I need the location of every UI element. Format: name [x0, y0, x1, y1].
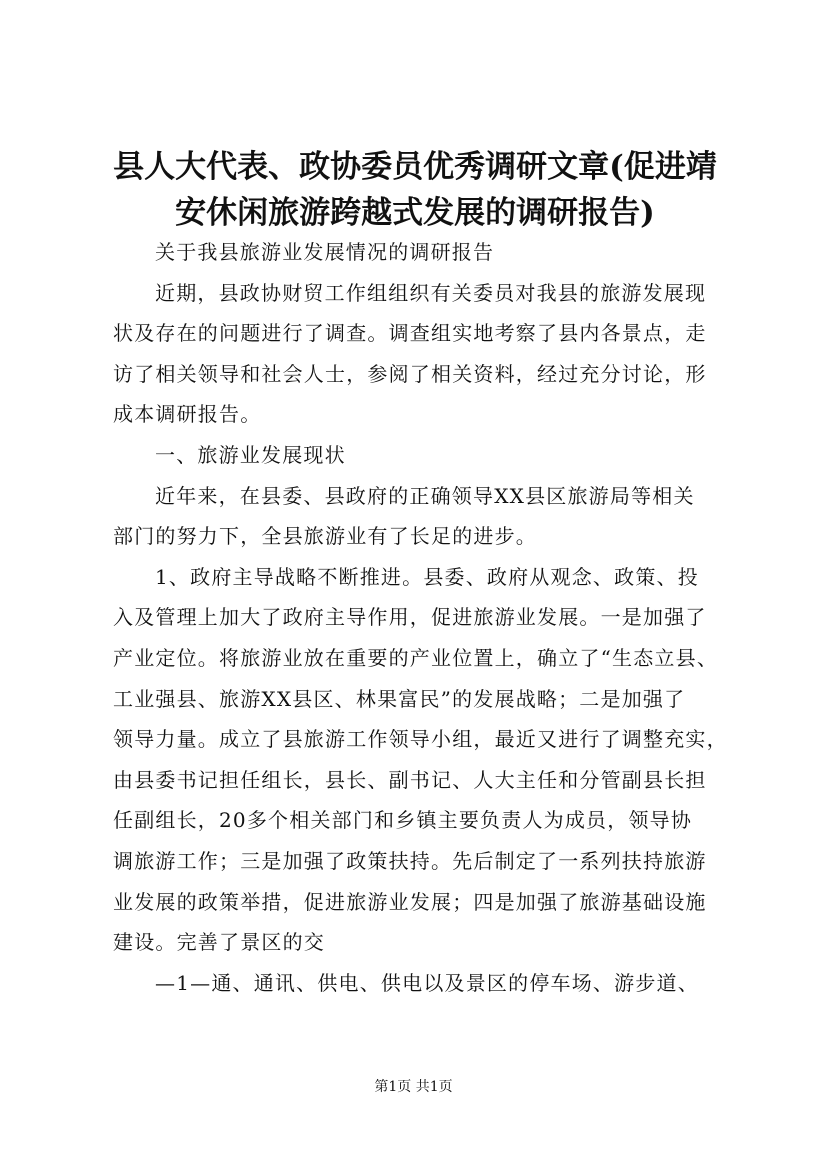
paragraph-strategy [113, 557, 728, 963]
text-line: 业发展的政策举措，促进旅游业发展；四是加强了旅游基础设施 [113, 889, 707, 914]
title-line-2: 安休闲旅游跨越式发展的调研报告) [175, 195, 655, 231]
title-line-1: 县人大代表、政协委员优秀调研文章(促进靖 [113, 149, 717, 185]
document-body [113, 232, 728, 1003]
text-line: 一、旅游业发展现状 [155, 442, 346, 467]
text-line: 部门的努力下，全县旅游业有了长足的进步。 [113, 524, 537, 549]
text-line: 近期，县政协财贸工作组组织有关委员对我县的旅游发展现 [155, 280, 707, 305]
text-line: 1、政府主导战略不断推进。县委、政府从观念、政策、投 [155, 564, 699, 589]
text-line: 产业定位。将旅游业放在重要的产业位置上，确立了“生态立县、 [113, 645, 719, 670]
text-line: 近年来，在县委、县政府的正确领导XX县区旅游局等相关 [155, 483, 695, 508]
text-line: 调旅游工作；三是加强了政策扶持。先后制定了一系列扶持旅游 [113, 848, 707, 873]
text-line: 建设。完善了景区的交 [113, 930, 325, 955]
paragraph-continuation [113, 963, 723, 1004]
text-line: 工业强县、旅游XX县区、林果富民”的发展战略；二是加强了 [113, 686, 686, 711]
paragraph-intro [113, 273, 723, 435]
text-line: 成本调研报告。 [113, 402, 262, 427]
document-title [100, 144, 730, 236]
paragraph-subtitle [113, 232, 723, 273]
text-line: 状及存在的问题进行了调查。调查组实地考察了县内各景点，走 [113, 321, 707, 346]
text-line: 领导力量。成立了县旅游工作领导小组，最近又进行了调整充实， [113, 727, 728, 752]
text-line: —1—通、通讯、供电、供电以及景区的停车场、游步道、 [155, 970, 699, 995]
paragraph-recent-years [113, 476, 723, 557]
section-heading [113, 435, 723, 476]
page-footer: 第1页 共1页 [374, 1079, 453, 1095]
text-line: 关于我县旅游业发展情况的调研报告 [155, 240, 495, 264]
text-line: 由县委书记担任组长，县长、副书记、人大主任和分管副县长担 [113, 767, 707, 792]
text-line: 入及管理上加大了政府主导作用，促进旅游业发展。一是加强了 [113, 605, 707, 630]
text-line: 任副组长，20多个相关部门和乡镇主要负责人为成员，领导协 [113, 808, 693, 833]
text-line: 访了相关领导和社会人士，参阅了相关资料，经过充分讨论，形 [113, 361, 707, 386]
